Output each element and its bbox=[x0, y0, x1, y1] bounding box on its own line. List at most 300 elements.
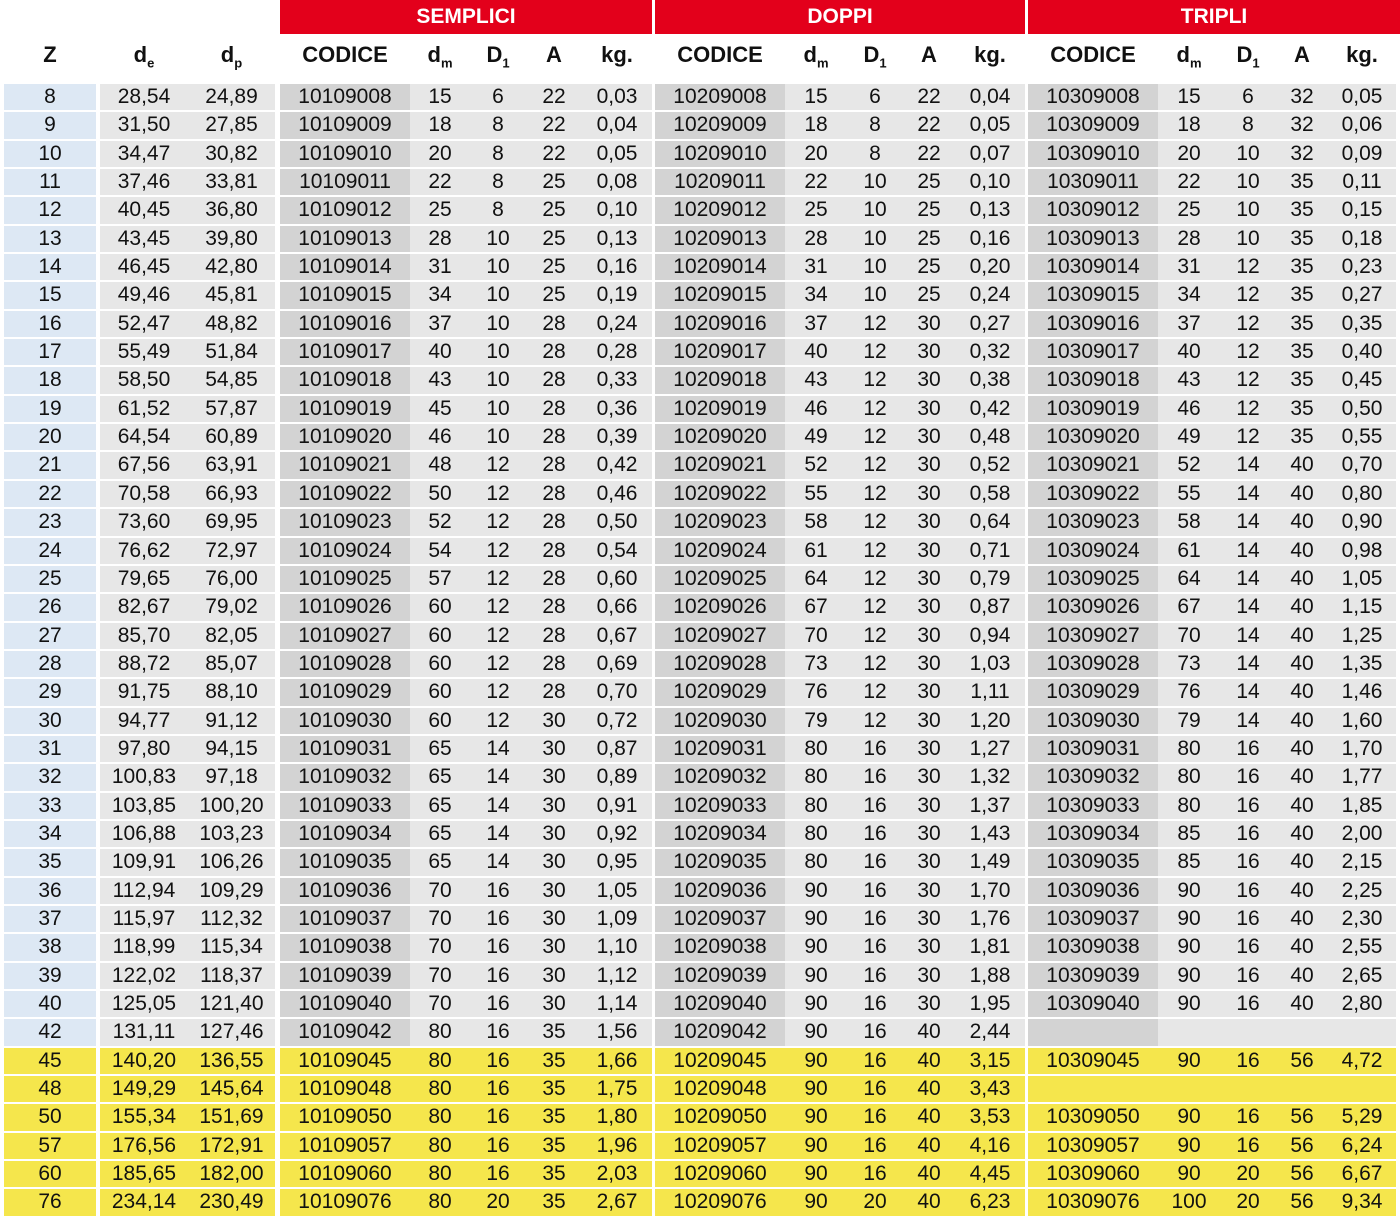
cell-d4: 0,79 bbox=[955, 566, 1025, 592]
cell-t4: 1,60 bbox=[1328, 708, 1396, 734]
cell-t1: 90 bbox=[1158, 906, 1220, 932]
cell-s2: 12 bbox=[470, 651, 526, 677]
cell-s2: 16 bbox=[470, 906, 526, 932]
cell-s4: 1,56 bbox=[582, 1019, 652, 1045]
cell-s4: 0,04 bbox=[582, 112, 652, 138]
cell-s2: 16 bbox=[470, 1019, 526, 1045]
cell-dp: 91,12 bbox=[188, 708, 275, 734]
cell-d0: 10209037 bbox=[655, 906, 785, 932]
cell-t0 bbox=[1028, 1019, 1158, 1045]
cell-s0: 10109033 bbox=[280, 793, 410, 819]
cell-s4: 1,66 bbox=[582, 1048, 652, 1074]
cell-dp: 182,00 bbox=[188, 1161, 275, 1187]
table-row bbox=[0, 196, 1400, 224]
cell-t4: 0,15 bbox=[1328, 197, 1396, 223]
cell-d2: 12 bbox=[847, 651, 903, 677]
cell-t1: 73 bbox=[1158, 651, 1220, 677]
column-header-s3 bbox=[526, 34, 582, 76]
cell-d0: 10209031 bbox=[655, 736, 785, 762]
cell-t1: 37 bbox=[1158, 311, 1220, 337]
cell-s4: 1,75 bbox=[582, 1076, 652, 1102]
cell-s2: 6 bbox=[470, 84, 526, 110]
cell-t4: 0,09 bbox=[1328, 141, 1396, 167]
cell-dp: 33,81 bbox=[188, 169, 275, 195]
cell-s2: 14 bbox=[470, 849, 526, 875]
cell-d2: 16 bbox=[847, 1048, 903, 1074]
cell-t2: 16 bbox=[1220, 991, 1276, 1017]
group-semplici: SEMPLICI bbox=[280, 0, 652, 34]
cell-d3: 25 bbox=[903, 169, 955, 195]
cell-t4: 0,50 bbox=[1328, 396, 1396, 422]
cell-de: 112,94 bbox=[100, 878, 188, 904]
cell-t1: 100 bbox=[1158, 1189, 1220, 1215]
cell-dp: 76,00 bbox=[188, 566, 275, 592]
column-header-subscript: p bbox=[234, 55, 243, 71]
cell-t0: 10309012 bbox=[1028, 197, 1158, 223]
cell-s1: 60 bbox=[410, 651, 470, 677]
cell-d0: 10209019 bbox=[655, 396, 785, 422]
cell-de: 85,70 bbox=[100, 623, 188, 649]
cell-s2: 8 bbox=[470, 141, 526, 167]
cell-t0: 10309035 bbox=[1028, 849, 1158, 875]
cell-s2: 12 bbox=[470, 538, 526, 564]
cell-de: 91,75 bbox=[100, 679, 188, 705]
cell-dp: 63,91 bbox=[188, 452, 275, 478]
cell-s4: 0,95 bbox=[582, 849, 652, 875]
cell-t2: 14 bbox=[1220, 594, 1276, 620]
cell-s2: 8 bbox=[470, 197, 526, 223]
cell-t1: 15 bbox=[1158, 84, 1220, 110]
cell-t4: 1,77 bbox=[1328, 764, 1396, 790]
cell-s2: 12 bbox=[470, 566, 526, 592]
column-header-t1 bbox=[1158, 34, 1220, 76]
cell-s4: 0,72 bbox=[582, 708, 652, 734]
cell-s2: 16 bbox=[470, 878, 526, 904]
cell-d1: 25 bbox=[785, 197, 847, 223]
cell-d3: 40 bbox=[903, 1104, 955, 1130]
cell-z: 28 bbox=[4, 651, 96, 677]
cell-d3: 30 bbox=[903, 481, 955, 507]
table-row bbox=[0, 480, 1400, 508]
cell-s3: 28 bbox=[526, 396, 582, 422]
cell-s3: 30 bbox=[526, 764, 582, 790]
cell-d0: 10209023 bbox=[655, 509, 785, 535]
cell-s2: 14 bbox=[470, 821, 526, 847]
cell-d0: 10209020 bbox=[655, 424, 785, 450]
cell-de: 118,99 bbox=[100, 934, 188, 960]
cell-s2: 10 bbox=[470, 226, 526, 252]
cell-d4: 3,15 bbox=[955, 1048, 1025, 1074]
cell-z: 13 bbox=[4, 226, 96, 252]
cell-s4: 1,10 bbox=[582, 934, 652, 960]
cell-t3: 32 bbox=[1276, 112, 1328, 138]
cell-t3: 40 bbox=[1276, 793, 1328, 819]
cell-d1: 28 bbox=[785, 226, 847, 252]
cell-s0: 10109010 bbox=[280, 141, 410, 167]
cell-t4: 1,70 bbox=[1328, 736, 1396, 762]
column-header-t3 bbox=[1276, 34, 1328, 76]
cell-t3: 35 bbox=[1276, 339, 1328, 365]
cell-t0: 10309030 bbox=[1028, 708, 1158, 734]
table-row bbox=[0, 1103, 1400, 1131]
cell-dp: 85,07 bbox=[188, 651, 275, 677]
cell-t1: 70 bbox=[1158, 623, 1220, 649]
cell-dp: 30,82 bbox=[188, 141, 275, 167]
cell-de: 97,80 bbox=[100, 736, 188, 762]
cell-t2: 16 bbox=[1220, 1104, 1276, 1130]
cell-dp: 136,55 bbox=[188, 1048, 275, 1074]
cell-t2: 12 bbox=[1220, 311, 1276, 337]
cell-t2: 14 bbox=[1220, 651, 1276, 677]
cell-z: 37 bbox=[4, 906, 96, 932]
cell-d0: 10209042 bbox=[655, 1019, 785, 1045]
cell-t3: 35 bbox=[1276, 311, 1328, 337]
cell-z: 10 bbox=[4, 141, 96, 167]
cell-s3: 30 bbox=[526, 849, 582, 875]
cell-t3: 56 bbox=[1276, 1161, 1328, 1187]
cell-d2: 16 bbox=[847, 736, 903, 762]
cell-d1: 34 bbox=[785, 282, 847, 308]
cell-d1: 90 bbox=[785, 906, 847, 932]
cell-d2: 12 bbox=[847, 339, 903, 365]
cell-t1: 67 bbox=[1158, 594, 1220, 620]
cell-d3: 22 bbox=[903, 141, 955, 167]
cell-t3: 40 bbox=[1276, 821, 1328, 847]
table-row bbox=[0, 395, 1400, 423]
cell-t4: 5,29 bbox=[1328, 1104, 1396, 1130]
cell-z: 8 bbox=[4, 84, 96, 110]
cell-t3: 40 bbox=[1276, 566, 1328, 592]
cell-t0 bbox=[1028, 1076, 1158, 1102]
table-row bbox=[0, 423, 1400, 451]
cell-t3: 35 bbox=[1276, 396, 1328, 422]
cell-t4: 0,27 bbox=[1328, 282, 1396, 308]
cell-s4: 0,08 bbox=[582, 169, 652, 195]
cell-dp: 109,29 bbox=[188, 878, 275, 904]
cell-d0: 10209032 bbox=[655, 764, 785, 790]
cell-s0: 10109042 bbox=[280, 1019, 410, 1045]
cell-s4: 1,80 bbox=[582, 1104, 652, 1130]
cell-de: 94,77 bbox=[100, 708, 188, 734]
cell-s1: 65 bbox=[410, 821, 470, 847]
cell-s1: 70 bbox=[410, 991, 470, 1017]
cell-t2: 12 bbox=[1220, 339, 1276, 365]
cell-d0: 10209008 bbox=[655, 84, 785, 110]
cell-dp: 45,81 bbox=[188, 282, 275, 308]
table-row bbox=[0, 990, 1400, 1018]
cell-z: 50 bbox=[4, 1104, 96, 1130]
cell-z: 23 bbox=[4, 509, 96, 535]
cell-t3: 35 bbox=[1276, 254, 1328, 280]
cell-s4: 0,50 bbox=[582, 509, 652, 535]
cell-t3: 35 bbox=[1276, 424, 1328, 450]
cell-z: 26 bbox=[4, 594, 96, 620]
cell-dp: 103,23 bbox=[188, 821, 275, 847]
cell-z: 31 bbox=[4, 736, 96, 762]
cell-d4: 0,42 bbox=[955, 396, 1025, 422]
cell-t4: 0,98 bbox=[1328, 538, 1396, 564]
cell-d3: 30 bbox=[903, 452, 955, 478]
cell-d3: 30 bbox=[903, 963, 955, 989]
cell-d4: 1,88 bbox=[955, 963, 1025, 989]
column-header-subscript: e bbox=[147, 55, 155, 71]
cell-s4: 2,03 bbox=[582, 1161, 652, 1187]
group-doppi: DOPPI bbox=[655, 0, 1025, 34]
cell-d1: 90 bbox=[785, 963, 847, 989]
table-row bbox=[0, 1160, 1400, 1188]
table-row bbox=[0, 140, 1400, 168]
table-row bbox=[0, 281, 1400, 309]
cell-dp: 151,69 bbox=[188, 1104, 275, 1130]
cell-t3: 40 bbox=[1276, 679, 1328, 705]
cell-s3: 35 bbox=[526, 1019, 582, 1045]
cell-d4: 2,44 bbox=[955, 1019, 1025, 1045]
cell-s3: 30 bbox=[526, 906, 582, 932]
cell-s4: 0,10 bbox=[582, 197, 652, 223]
cell-t0: 10309028 bbox=[1028, 651, 1158, 677]
cell-s2: 16 bbox=[470, 1161, 526, 1187]
cell-s3: 22 bbox=[526, 84, 582, 110]
cell-t0: 10309060 bbox=[1028, 1161, 1158, 1187]
column-header-s2 bbox=[470, 34, 526, 76]
column-header-label: kg. bbox=[1346, 42, 1378, 67]
cell-s4: 0,46 bbox=[582, 481, 652, 507]
cell-t4: 6,24 bbox=[1328, 1133, 1396, 1159]
column-header-d3 bbox=[903, 34, 955, 76]
cell-d1: 90 bbox=[785, 1048, 847, 1074]
cell-t4: 2,15 bbox=[1328, 849, 1396, 875]
cell-t0: 10309013 bbox=[1028, 226, 1158, 252]
cell-d0: 10209011 bbox=[655, 169, 785, 195]
cell-d4: 0,71 bbox=[955, 538, 1025, 564]
cell-s1: 80 bbox=[410, 1048, 470, 1074]
cell-dp: 27,85 bbox=[188, 112, 275, 138]
cell-d4: 1,49 bbox=[955, 849, 1025, 875]
cell-d3: 30 bbox=[903, 367, 955, 393]
cell-s1: 60 bbox=[410, 623, 470, 649]
cell-d2: 16 bbox=[847, 934, 903, 960]
cell-t1: 90 bbox=[1158, 878, 1220, 904]
cell-s0: 10109045 bbox=[280, 1048, 410, 1074]
cell-d1: 79 bbox=[785, 708, 847, 734]
cell-s3: 28 bbox=[526, 679, 582, 705]
cell-d0: 10209016 bbox=[655, 311, 785, 337]
cell-de: 40,45 bbox=[100, 197, 188, 223]
cell-dp: 36,80 bbox=[188, 197, 275, 223]
table-row bbox=[0, 1018, 1400, 1046]
cell-t2: 6 bbox=[1220, 84, 1276, 110]
cell-d1: 90 bbox=[785, 934, 847, 960]
cell-d2: 16 bbox=[847, 1161, 903, 1187]
cell-t3: 32 bbox=[1276, 141, 1328, 167]
cell-dp: 100,20 bbox=[188, 793, 275, 819]
cell-s3: 30 bbox=[526, 821, 582, 847]
cell-t0: 10309031 bbox=[1028, 736, 1158, 762]
cell-s3: 30 bbox=[526, 934, 582, 960]
cell-s2: 14 bbox=[470, 736, 526, 762]
cell-s0: 10109026 bbox=[280, 594, 410, 620]
cell-t0: 10309022 bbox=[1028, 481, 1158, 507]
cell-s0: 10109048 bbox=[280, 1076, 410, 1102]
column-header-subscript: m bbox=[816, 55, 829, 71]
cell-s2: 16 bbox=[470, 934, 526, 960]
cell-t4: 1,46 bbox=[1328, 679, 1396, 705]
cell-s1: 15 bbox=[410, 84, 470, 110]
cell-z: 48 bbox=[4, 1076, 96, 1102]
cell-t1: 90 bbox=[1158, 1133, 1220, 1159]
cell-d0: 10209010 bbox=[655, 141, 785, 167]
cell-s2: 16 bbox=[470, 1048, 526, 1074]
cell-d3: 30 bbox=[903, 793, 955, 819]
cell-d0: 10209021 bbox=[655, 452, 785, 478]
cell-d3: 30 bbox=[903, 424, 955, 450]
cell-s4: 0,24 bbox=[582, 311, 652, 337]
cell-dp: 24,89 bbox=[188, 84, 275, 110]
cell-s1: 80 bbox=[410, 1019, 470, 1045]
cell-d4: 0,64 bbox=[955, 509, 1025, 535]
cell-d3: 30 bbox=[903, 538, 955, 564]
cell-d0: 10209060 bbox=[655, 1161, 785, 1187]
cell-s0: 10109025 bbox=[280, 566, 410, 592]
cell-s1: 70 bbox=[410, 878, 470, 904]
cell-t1: 85 bbox=[1158, 821, 1220, 847]
cell-s3: 28 bbox=[526, 424, 582, 450]
cell-de: 106,88 bbox=[100, 821, 188, 847]
cell-s2: 16 bbox=[470, 963, 526, 989]
cell-t1 bbox=[1158, 1076, 1220, 1102]
cell-s1: 43 bbox=[410, 367, 470, 393]
cell-d4: 0,04 bbox=[955, 84, 1025, 110]
cell-t1: 22 bbox=[1158, 169, 1220, 195]
cell-de: 64,54 bbox=[100, 424, 188, 450]
cell-d3: 40 bbox=[903, 1076, 955, 1102]
cell-t4: 1,05 bbox=[1328, 566, 1396, 592]
cell-d4: 0,38 bbox=[955, 367, 1025, 393]
cell-de: 122,02 bbox=[100, 963, 188, 989]
cell-t4: 0,11 bbox=[1328, 169, 1396, 195]
cell-t4: 0,45 bbox=[1328, 367, 1396, 393]
column-header-label: D bbox=[486, 42, 503, 67]
cell-s3: 35 bbox=[526, 1133, 582, 1159]
table-row bbox=[0, 933, 1400, 961]
cell-s2: 14 bbox=[470, 764, 526, 790]
cell-s4: 0,13 bbox=[582, 226, 652, 252]
cell-t2: 12 bbox=[1220, 396, 1276, 422]
cell-t0: 10309037 bbox=[1028, 906, 1158, 932]
cell-s4: 0,89 bbox=[582, 764, 652, 790]
cell-t0: 10309014 bbox=[1028, 254, 1158, 280]
cell-z: 16 bbox=[4, 311, 96, 337]
cell-t0: 10309032 bbox=[1028, 764, 1158, 790]
cell-s0: 10109015 bbox=[280, 282, 410, 308]
cell-s2: 8 bbox=[470, 169, 526, 195]
cell-d0: 10209076 bbox=[655, 1189, 785, 1215]
cell-t0: 10309039 bbox=[1028, 963, 1158, 989]
cell-de: 37,46 bbox=[100, 169, 188, 195]
cell-d4: 1,32 bbox=[955, 764, 1025, 790]
cell-t1: 28 bbox=[1158, 226, 1220, 252]
cell-s1: 18 bbox=[410, 112, 470, 138]
cell-t2: 16 bbox=[1220, 764, 1276, 790]
cell-s0: 10109021 bbox=[280, 452, 410, 478]
table-row bbox=[0, 168, 1400, 196]
cell-z: 22 bbox=[4, 481, 96, 507]
cell-d1: 18 bbox=[785, 112, 847, 138]
cell-z: 34 bbox=[4, 821, 96, 847]
cell-d2: 12 bbox=[847, 481, 903, 507]
cell-d2: 16 bbox=[847, 1133, 903, 1159]
cell-s2: 12 bbox=[470, 594, 526, 620]
cell-d0: 10209026 bbox=[655, 594, 785, 620]
cell-t1: 20 bbox=[1158, 141, 1220, 167]
cell-t0: 10309020 bbox=[1028, 424, 1158, 450]
cell-d2: 8 bbox=[847, 141, 903, 167]
table-row bbox=[0, 1132, 1400, 1160]
cell-t1: 90 bbox=[1158, 963, 1220, 989]
cell-d3: 40 bbox=[903, 1133, 955, 1159]
cell-t3: 40 bbox=[1276, 452, 1328, 478]
cell-d1: 37 bbox=[785, 311, 847, 337]
cell-d4: 1,11 bbox=[955, 679, 1025, 705]
cell-z: 20 bbox=[4, 424, 96, 450]
cell-t0: 10309029 bbox=[1028, 679, 1158, 705]
cell-z: 24 bbox=[4, 538, 96, 564]
cell-s1: 70 bbox=[410, 934, 470, 960]
cell-t4: 0,80 bbox=[1328, 481, 1396, 507]
cell-t3: 40 bbox=[1276, 538, 1328, 564]
cell-d1: 90 bbox=[785, 1076, 847, 1102]
cell-t4: 2,00 bbox=[1328, 821, 1396, 847]
cell-t3: 35 bbox=[1276, 197, 1328, 223]
cell-d4: 3,53 bbox=[955, 1104, 1025, 1130]
cell-t1: 46 bbox=[1158, 396, 1220, 422]
cell-s3: 28 bbox=[526, 452, 582, 478]
cell-z: 9 bbox=[4, 112, 96, 138]
cell-d1: 90 bbox=[785, 1189, 847, 1215]
table-row bbox=[0, 111, 1400, 139]
cell-t4: 0,40 bbox=[1328, 339, 1396, 365]
cell-de: 67,56 bbox=[100, 452, 188, 478]
cell-t3: 35 bbox=[1276, 226, 1328, 252]
cell-d4: 1,81 bbox=[955, 934, 1025, 960]
cell-d1: 90 bbox=[785, 1104, 847, 1130]
cell-t0: 10309033 bbox=[1028, 793, 1158, 819]
column-header-d1 bbox=[785, 34, 847, 76]
cell-s4: 0,67 bbox=[582, 623, 652, 649]
cell-d0: 10209009 bbox=[655, 112, 785, 138]
cell-d0: 10209013 bbox=[655, 226, 785, 252]
cell-t0: 10309057 bbox=[1028, 1133, 1158, 1159]
cell-t3: 40 bbox=[1276, 708, 1328, 734]
cell-de: 73,60 bbox=[100, 509, 188, 535]
cell-t3: 40 bbox=[1276, 736, 1328, 762]
cell-d2: 12 bbox=[847, 367, 903, 393]
cell-d0: 10209027 bbox=[655, 623, 785, 649]
cell-d3: 30 bbox=[903, 509, 955, 535]
cell-s4: 1,12 bbox=[582, 963, 652, 989]
cell-t2: 12 bbox=[1220, 367, 1276, 393]
cell-d4: 1,70 bbox=[955, 878, 1025, 904]
cell-d4: 1,20 bbox=[955, 708, 1025, 734]
cell-dp: 39,80 bbox=[188, 226, 275, 252]
cell-t1: 79 bbox=[1158, 708, 1220, 734]
cell-s3: 28 bbox=[526, 623, 582, 649]
cell-dp: 118,37 bbox=[188, 963, 275, 989]
cell-s3: 28 bbox=[526, 481, 582, 507]
cell-dp: 79,02 bbox=[188, 594, 275, 620]
cell-d2: 12 bbox=[847, 538, 903, 564]
cell-s1: 45 bbox=[410, 396, 470, 422]
